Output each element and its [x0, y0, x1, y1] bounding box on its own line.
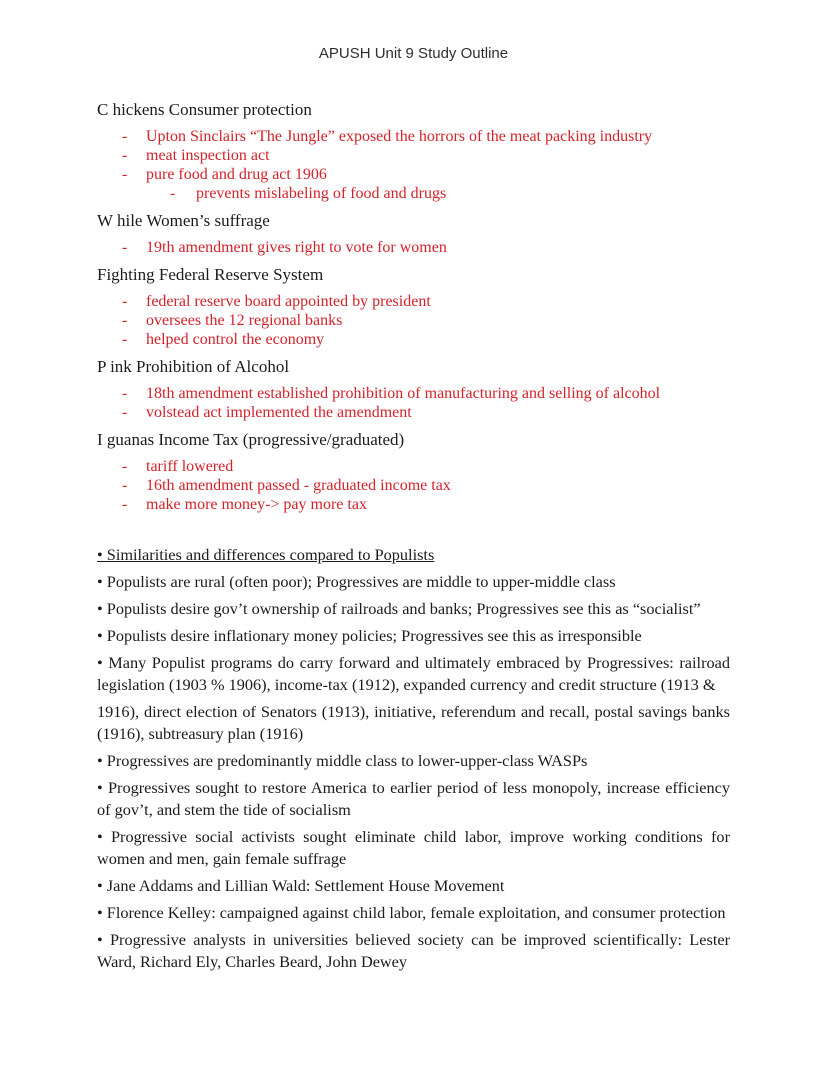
list-item [97, 292, 730, 311]
dash-marker: - [122, 496, 128, 513]
bullet-list [97, 457, 730, 514]
list-item [97, 165, 730, 184]
list-item-text: 16th amendment passed - graduated income tax [146, 477, 451, 494]
list-item [97, 330, 730, 349]
list-item-text: oversees the 12 regional banks [146, 312, 343, 329]
section-heading: I guanas Income Tax (progressive/graduated) [97, 430, 405, 449]
comparison-notes [97, 544, 730, 973]
list-subitem [97, 184, 730, 203]
dash-marker: - [122, 458, 128, 475]
bullet-list [97, 127, 730, 203]
dash-marker: - [122, 331, 128, 348]
note-paragraph: • Populists desire gov’t ownership of railroads and banks; Progressives see this as “socialist” [97, 599, 701, 618]
dash-marker: - [122, 147, 128, 164]
section-heading: P ink Prohibition of Alcohol [97, 357, 290, 376]
note-paragraph: • Populists are rural (often poor); Progressives are middle to upper-middle class [97, 572, 616, 591]
note-paragraph: • Progressives are predominantly middle class to lower-upper-class WASPs [97, 751, 588, 770]
note-paragraph: • Populists desire inflationary money policies; Progressives see this as irresponsible [97, 626, 642, 645]
list-item-text: Upton Sinclairs “The Jungle” exposed the horrors of the meat packing industry [146, 128, 653, 145]
section-federal-reserve [97, 265, 730, 349]
list-item-text: meat inspection act [146, 147, 270, 164]
list-item-text: helped control the economy [146, 331, 325, 348]
list-item [97, 403, 730, 422]
list-item [97, 146, 730, 165]
section-womens-suffrage [97, 211, 730, 257]
note-paragraph: • Florence Kelley: campaigned against child labor, female exploitation, and consumer protection [97, 903, 726, 922]
dash-marker: - [122, 477, 128, 494]
dash-marker: - [122, 293, 128, 310]
list-item [97, 457, 730, 476]
list-item-text: prevents mislabeling of food and drugs [196, 185, 447, 202]
dash-marker: - [122, 239, 128, 256]
list-item-text: make more money-> pay more tax [146, 496, 367, 513]
list-item [97, 476, 730, 495]
dash-marker: - [122, 166, 128, 183]
bullet-list [97, 384, 730, 422]
section-heading: C hickens Consumer protection [97, 100, 312, 119]
dash-marker: - [122, 404, 128, 421]
bullet-list [97, 292, 730, 349]
section-heading: Fighting Federal Reserve System [97, 265, 324, 284]
dash-marker: - [122, 312, 128, 329]
list-item-text: tariff lowered [146, 458, 234, 475]
note-paragraph: • Many Populist programs do carry forward and ultimately embraced by Progressives: railroad legislation (1903 % 1906), income-tax (1912), expanded currency and credit structure (1913 & [97, 653, 730, 694]
section-income-tax [97, 430, 730, 514]
dash-marker: - [122, 385, 128, 402]
list-item-text: 18th amendment established prohibition of manufacturing and selling of alcohol [146, 385, 661, 402]
note-paragraph: • Progressives sought to restore America to earlier period of less monopoly, increase efficiency of gov’t, and stem the tide of socialism [97, 778, 730, 819]
note-paragraph: • Progressive analysts in universities believed society can be improved scientifically: Lester Ward, Richard Ely, Charles Beard, John Dewey [97, 930, 730, 971]
section-prohibition [97, 357, 730, 422]
bullet-list [97, 238, 730, 257]
list-item [97, 384, 730, 403]
note-paragraph: 1916), direct election of Senators (1913), initiative, referendum and recall, postal savings banks (1916), subtreasury plan (1916) [97, 702, 730, 743]
dash-marker: - [170, 185, 176, 202]
list-item [97, 495, 730, 514]
list-item-text: federal reserve board appointed by president [146, 293, 431, 310]
section-heading: W hile Women’s suffrage [97, 211, 270, 230]
document-title: APUSH Unit 9 Study Outline [318, 45, 509, 62]
section-consumer-protection [97, 100, 730, 203]
note-paragraph: • Progressive social activists sought eliminate child labor, improve working conditions for women and men, gain female suffrage [97, 827, 730, 868]
list-item [97, 311, 730, 330]
list-item [97, 127, 730, 146]
list-item [97, 238, 730, 257]
dash-marker: - [122, 128, 128, 145]
notes-heading: • Similarities and differences compared to Populists [97, 545, 435, 564]
note-paragraph: • Jane Addams and Lillian Wald: Settlement House Movement [97, 876, 505, 895]
list-item-text: 19th amendment gives right to vote for women [146, 239, 447, 256]
list-item-text: pure food and drug act 1906 [146, 166, 327, 183]
list-item-text: volstead act implemented the amendment [146, 404, 412, 421]
